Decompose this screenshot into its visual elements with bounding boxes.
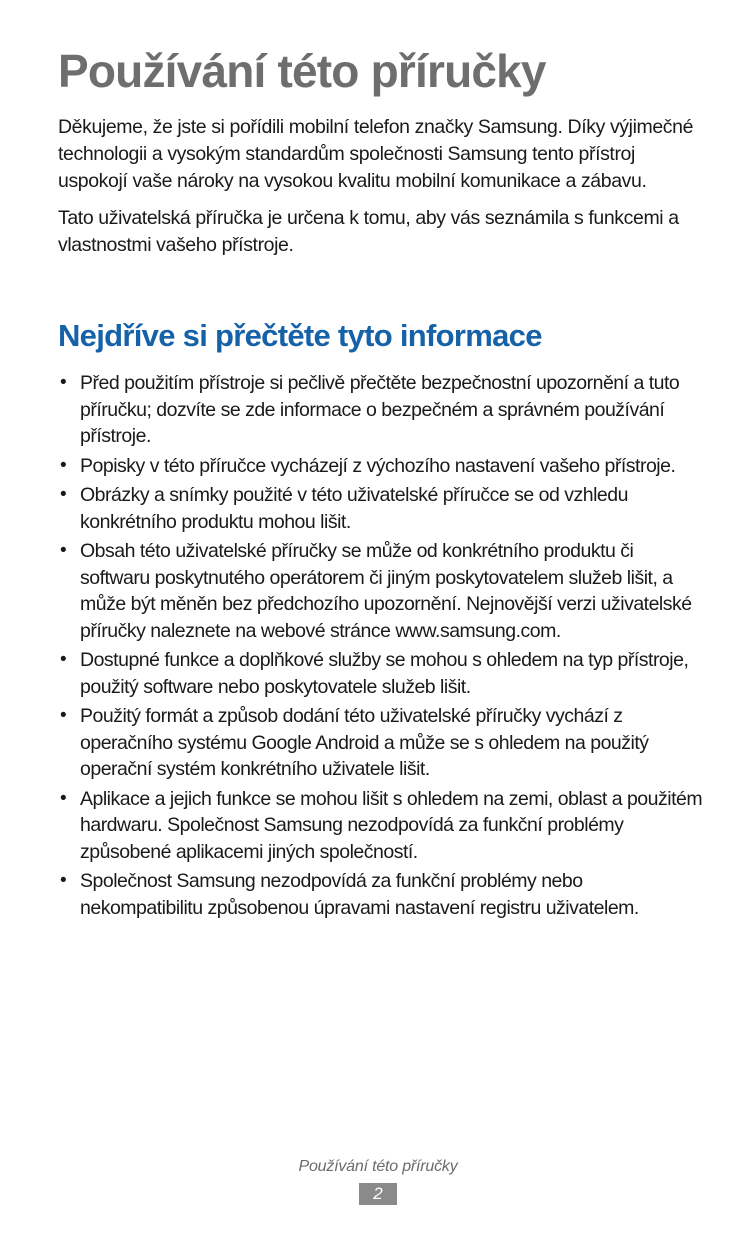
intro-section	[58, 114, 698, 269]
list-item	[58, 786, 706, 866]
bullet-icon: •	[60, 649, 67, 670]
list-item	[58, 370, 706, 450]
bullet-icon: •	[60, 484, 67, 505]
section-heading: Nejdříve si přečtěte tyto informace	[58, 318, 542, 353]
intro-paragraph-1: Děkujeme, že jste si pořídili mobilní telefon značky Samsung. Díky výjimečné technologii a vysokým standardům společnosti Samsung tento přístroj uspokojí vaše nároky na vysokou kvalitu mobilní komunikace a zábavu.	[58, 116, 694, 192]
bullet-icon: •	[60, 454, 67, 476]
list-item-text: Obrázky a snímky použité v této uživatelské příručce se od vzhledu konkrétního produktu mohou lišit.	[80, 484, 628, 533]
footer-label: Používání této příručky	[298, 1158, 458, 1175]
list-item-text: Aplikace a jejich funkce se mohou lišit s ohledem na zemi, oblast a použitém hardwaru. Společnost Samsung nezodpovídá za funkční problémy způsobené aplikacemi jiných společností.	[80, 787, 703, 863]
list-item-text: Obsah této uživatelské příručky se může od konkrétního produktu či softwaru poskytnutého operátorem či jiným poskytovatelem služeb lišit, a může být měněn bez předchozího upozornění. Nejnovější verzi uživatelské příručky naleznete na webové stránce www.samsung.com.	[80, 540, 692, 642]
list-item-text: Popisky v této příručce vycházejí z výchozího nastavení vašeho přístroje.	[80, 454, 676, 477]
page-title: Používání této příručky	[58, 45, 546, 97]
bullet-icon: •	[60, 372, 67, 393]
bullet-list	[58, 370, 706, 924]
bullet-icon: •	[60, 787, 67, 809]
list-item	[58, 703, 706, 783]
bullet-icon: •	[60, 870, 67, 891]
list-item-text: Před použitím přístroje si pečlivě přečtěte bezpečnostní upozornění a tuto příručku; dozvíte se zde informace o bezpečném a správném používání přístroje.	[80, 372, 680, 447]
list-item	[58, 482, 706, 535]
list-item-text: Společnost Samsung nezodpovídá za funkční problémy nebo nekompatibilitu způsobenou úpravami nastavení registru uživatelem.	[80, 870, 639, 919]
bullet-icon: •	[60, 705, 67, 726]
list-item-text: Použitý formát a způsob dodání této uživatelské příručky vychází z operačního systému Google Android a může se s ohledem na použitý operační systém konkrétního uživatele lišit.	[80, 705, 649, 780]
bullet-icon: •	[60, 540, 67, 561]
page-number-badge: 2	[359, 1183, 397, 1205]
intro-paragraph-2: Tato uživatelská příručka je určena k tomu, aby vás seznámila s funkcemi a vlastnostmi vašeho přístroje.	[58, 207, 679, 256]
list-item	[58, 647, 706, 700]
list-item	[58, 538, 706, 644]
list-item	[58, 868, 706, 921]
list-item-text: Dostupné funkce a doplňkové služby se mohou s ohledem na typ přístroje, použitý software nebo poskytovatele služeb lišit.	[80, 649, 689, 698]
list-item	[58, 453, 706, 480]
